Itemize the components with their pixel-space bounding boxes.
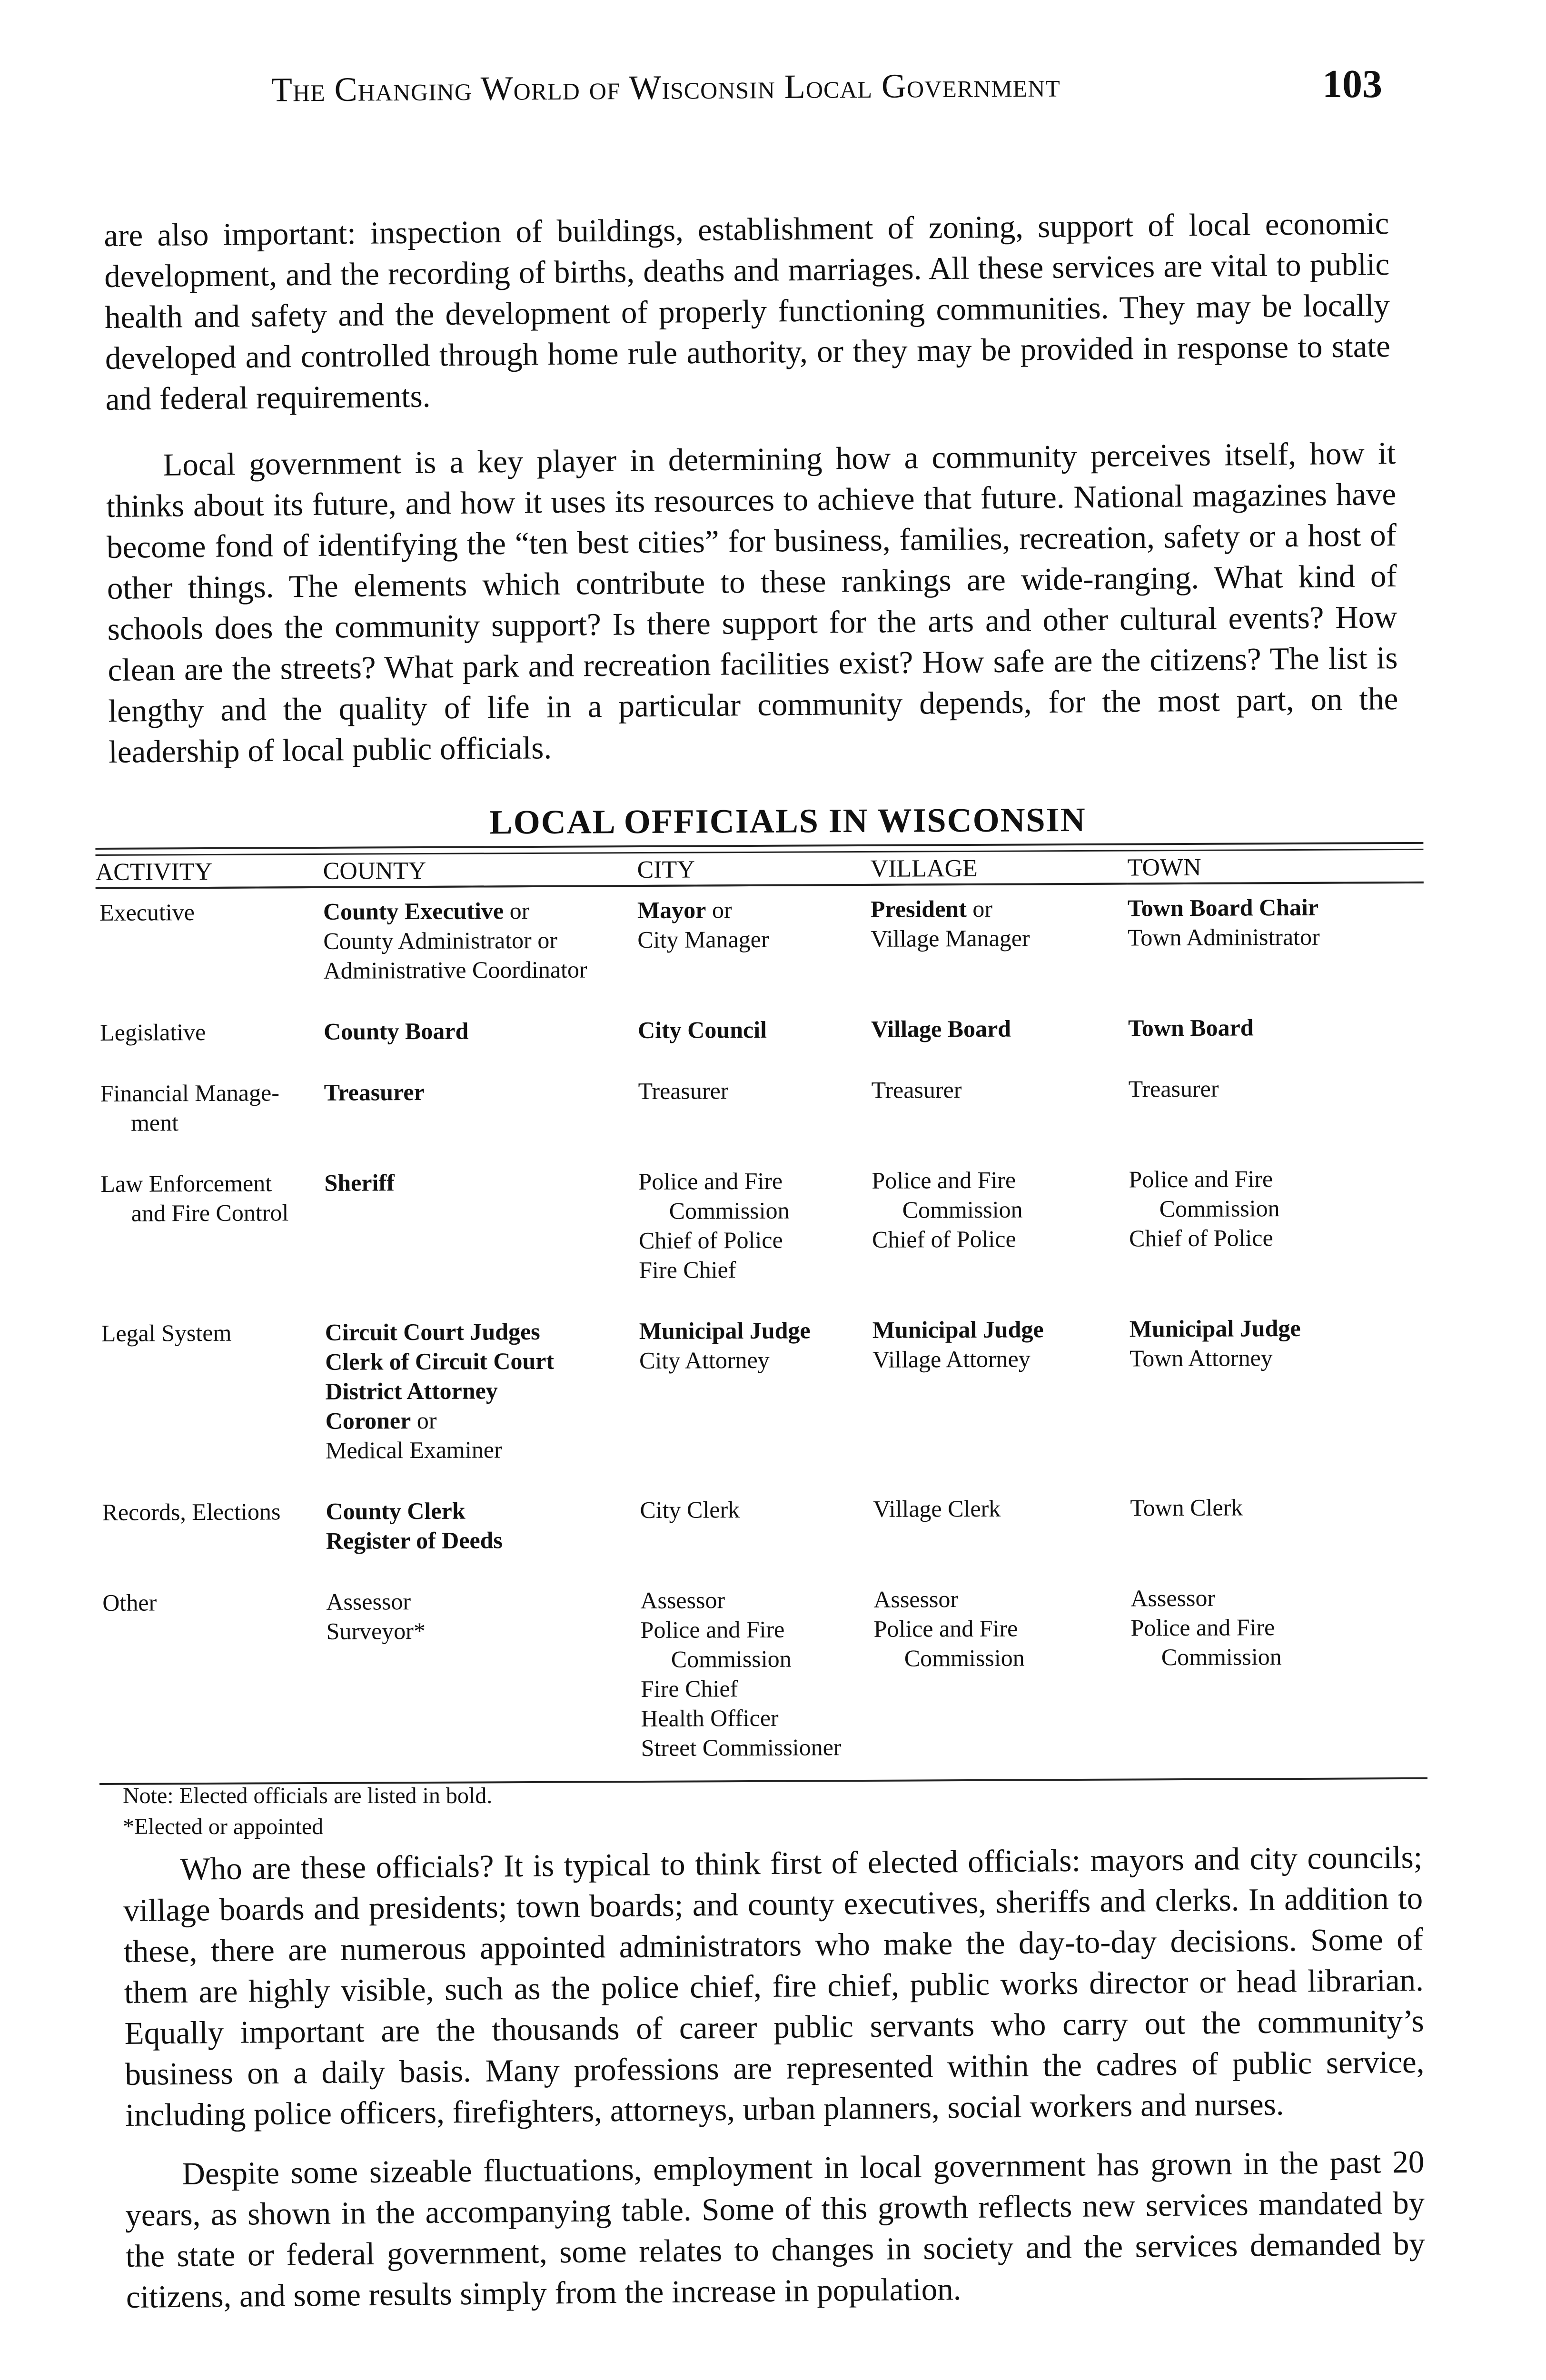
cell-village [873,1575,1131,1785]
table-header-row [95,850,1423,888]
official-name: Clerk of Circuit Court [325,1347,555,1375]
official-name: Police and Fire [638,1167,783,1195]
paragraph-2: Local government is a key player in determining how a community perceives itself, how it thinks about its future, and how it uses its resources to achieve that future. National magazines have become fond of identifying the “ten best cities” for business, families, recreation, safety or a host of other things. The elements which contribute to these rankings are wide-ranging. What kind of schools does the community support? Is there support for the arts and other cultural events? How clean are the streets? What park and recreation facilities exist? How safe are the citizens? The list is lengthy and the quality of life in a particular community depends, for the most part, on the leadership of local public officials. [106,435,1398,770]
official-name: Police and Fire [1130,1614,1275,1641]
activity-line: Law Enforcement [100,1170,272,1197]
official-connector: or [966,895,993,922]
table-row-financial [96,1064,1425,1160]
official-name: Commission [669,1197,790,1224]
official-name: Chief of Police [638,1226,783,1254]
official-name: County Clerk [326,1497,466,1525]
cell-county [326,1487,640,1578]
official-name: Medical Examiner [325,1436,502,1464]
table-top-rule [95,842,1423,850]
official-name: Mayor [637,896,706,924]
official-name: City Attorney [639,1346,770,1374]
official-name: Town Board Chair [1127,893,1319,922]
table-row-other [99,1574,1427,1788]
official-name: Town Attorney [1129,1344,1273,1372]
table-title: LOCAL OFFICIALS IN WISCONSIN [489,800,1086,842]
cell-city [640,1576,874,1785]
cell-town [1130,1574,1427,1784]
table-row-records-elections [98,1483,1427,1579]
official-name: Assessor [873,1586,959,1613]
paragraph-4: Despite some sizeable fluctuations, employment in local government has grown in the past 20 years, as shown in the accompanying table. Some of this growth reflects new services mandated by the state or federal government, some relates to changes in society and the services demanded by citizens, and some results simply from the increase in population. [125,2144,1426,2315]
activity-line: ment [130,1109,179,1136]
official-name: Administrative Coordinator [323,956,587,984]
cell-village: Village Board [871,1015,1011,1042]
official-name: Assessor [640,1587,725,1614]
cell-village: Treasurer [871,1076,962,1103]
official-connector: or [504,897,530,924]
cell-activity [96,1069,324,1160]
official-name: Police and Fire [872,1166,1016,1194]
running-header [271,63,1461,109]
official-name: Chief of Police [1129,1224,1273,1252]
activity-line: and Fire Control [131,1199,289,1227]
cell-town [1130,1304,1427,1485]
official-name: Fire Chief [639,1256,736,1284]
cell-county: Sheriff [324,1169,395,1196]
official-name: District Attorney [325,1377,498,1405]
cell-activity: Executive [99,899,195,926]
table-row-law-enforcement [97,1155,1425,1310]
official-name: Assessor [1130,1584,1216,1612]
paragraph-3: Who are these officials? It is typical to think first of elected officials: mayors and city councils; village boards and presidents; town boards; and county executives, sheriffs and clerks. In addition to these, there are numerous appointed administrators who make the day-to-day decisions. Some of them are highly visible, such as the police chief, fire chief, public works director or head librarian. Equally important are the thousands of career public servants who carry out the community’s business on a daily basis. Many professions are represented within the cadres of public service, including police officers, firefighters, attorneys, urban planners, social workers and nurses. [123,1839,1425,2133]
paragraph-1: are also important: inspection of buildings, establishment of zoning, support of local economic development, and the recording of births, deaths and marriages. All these services are vital to public health and safety and the development of properly functioning communities. They may be locally developed and controlled through home rule authority, or they may be provided in response to state and federal requirements. [104,206,1391,417]
table-note-bold: Note: Elected officials are listed in bold. [123,1783,493,1808]
official-name: Street Commissioner [641,1734,842,1762]
header-town: TOWN [1127,850,1423,884]
cell-town: Treasurer [1128,1075,1219,1102]
official-connector: or [411,1407,437,1434]
cell-village [872,1306,1130,1486]
cell-activity: Other [102,1589,157,1616]
official-name: Health Officer [641,1704,779,1732]
official-name: President [870,895,967,922]
cell-county: Treasurer [324,1078,425,1106]
page-number: 103 [1322,62,1382,106]
official-name: Commission [1159,1195,1280,1222]
header-activity: ACTIVITY [95,855,323,888]
official-name: Municipal Judge [1129,1314,1301,1342]
table-row-legislative [96,1003,1425,1070]
cell-county [326,1577,641,1787]
cell-village [871,884,1128,1006]
cell-town: Town Board [1128,1014,1254,1041]
official-name: Village Attorney [872,1345,1031,1373]
official-name: Commission [902,1196,1023,1223]
official-name: County Executive [323,897,504,925]
cell-town: Town Clerk [1130,1494,1243,1521]
cell-county [323,886,638,1008]
official-name: Commission [904,1644,1025,1672]
official-name: Municipal Judge [872,1316,1044,1343]
official-name: Fire Chief [640,1675,738,1703]
official-name: Assessor [326,1588,411,1615]
cell-city [639,1307,873,1487]
cell-city: City Clerk [640,1496,740,1524]
official-name: Police and Fire [640,1616,785,1644]
activity-line: Financial Manage- [100,1079,280,1107]
header-county: COUNTY [323,853,637,887]
cell-county [325,1308,640,1488]
official-name: Circuit Court Judges [325,1318,540,1346]
header-village: VILLAGE [870,852,1127,885]
official-name: Surveyor* [326,1617,426,1645]
header-title: The Changing World of Wisconsin Local Government [271,66,1061,109]
official-name: Commission [1161,1643,1282,1671]
cell-county: County Board [323,1017,469,1045]
cell-town [1128,883,1424,1005]
official-name: Municipal Judge [639,1317,811,1345]
official-name: Coroner [325,1407,411,1434]
official-name: City Manager [637,925,769,953]
header-city: CITY [637,853,870,886]
officials-table [95,850,1427,1788]
official-name: Village Manager [871,924,1030,952]
cell-activity: Legislative [99,1018,206,1046]
cell-city [637,885,871,1007]
cell-activity: Records, Elections [102,1498,281,1526]
official-name: Commission [671,1645,792,1673]
table-row-executive [96,883,1424,1009]
cell-village: Village Clerk [873,1495,1001,1522]
official-name: Police and Fire [1129,1165,1273,1193]
official-name: County Administrator or [323,926,558,954]
official-name: Register of Deeds [326,1527,503,1554]
officials-table-section [95,799,1427,1785]
cell-village [872,1156,1129,1307]
official-name: Town Administrator [1128,923,1320,951]
cell-city [638,1157,872,1308]
table-note-footnote: *Elected or appointed [123,1814,324,1839]
official-name: Police and Fire [873,1615,1018,1642]
official-connector: or [706,896,732,923]
cell-town [1129,1155,1425,1306]
cell-activity [97,1160,325,1310]
cell-city: City Council [637,1016,767,1044]
table-row-legal-system [98,1304,1427,1489]
official-name: Chief of Police [872,1225,1016,1253]
cell-activity: Legal System [101,1319,232,1347]
cell-city: Treasurer [638,1077,729,1105]
